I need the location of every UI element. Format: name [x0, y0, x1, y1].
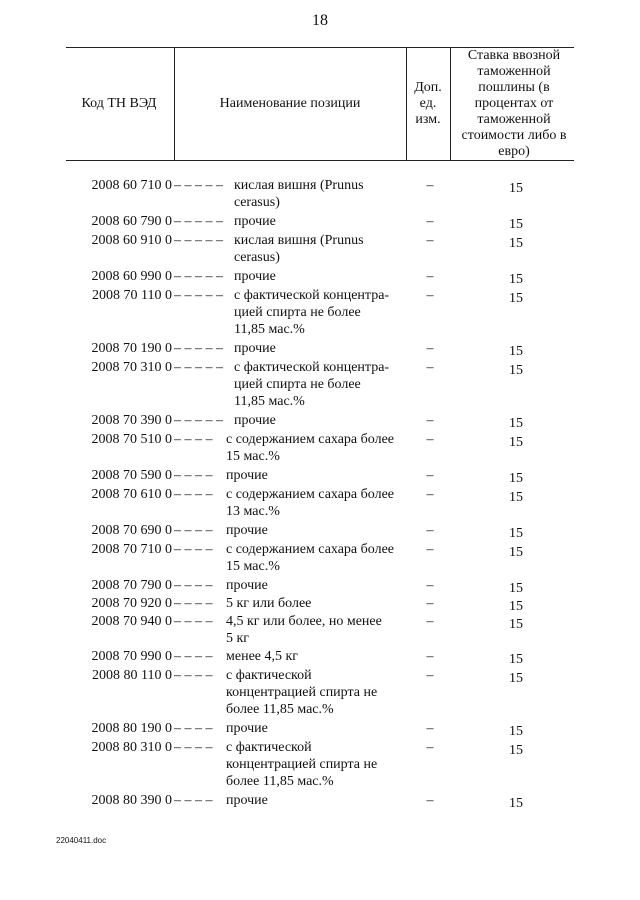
row-code: 2008 70 110 0 [92, 288, 172, 303]
row-description-line: 11,85 мас.% [234, 322, 305, 337]
header-code: Код ТН ВЭД [81, 96, 157, 111]
header-name: Наименование позиции [219, 96, 361, 111]
row-unit: – [426, 432, 434, 447]
table-row [66, 287, 574, 338]
row-description-line: менее 4,5 кг [226, 649, 299, 664]
row-unit: – [426, 614, 434, 629]
table-row [66, 177, 574, 211]
row-unit: – [426, 740, 434, 755]
row-rate: 15 [509, 416, 523, 431]
tariff-table [66, 47, 574, 809]
row-unit: – [426, 468, 434, 483]
row-level-dashes: – – – – [174, 432, 213, 447]
table-row [66, 412, 574, 429]
row-description-line: прочие [226, 793, 268, 808]
row-description-line: концентрацией спирта не [226, 757, 378, 772]
row-level-dashes: – – – – – [174, 288, 223, 303]
row-description-line: 5 кг [226, 631, 250, 646]
row-description-line: 13 мас.% [226, 504, 280, 519]
row-level-dashes: – – – – [174, 721, 213, 736]
row-rate: 15 [509, 652, 523, 667]
row-rate: 15 [509, 291, 523, 306]
row-code: 2008 70 610 0 [91, 487, 172, 502]
row-rate: 15 [509, 236, 523, 251]
row-rate: 15 [509, 435, 523, 450]
row-code: 2008 80 110 0 [92, 668, 172, 683]
row-code: 2008 70 940 0 [91, 614, 172, 629]
row-description-line: прочие [234, 269, 276, 284]
row-level-dashes: – – – – [174, 523, 213, 538]
row-rate: 15 [509, 617, 523, 632]
row-description-line: с содержанием сахара более [226, 487, 394, 502]
row-level-dashes: – – – – [174, 740, 213, 755]
row-rate: 15 [509, 181, 523, 196]
table-row [66, 541, 574, 575]
row-unit: – [426, 578, 434, 593]
row-description-line: с содержанием сахара более [226, 432, 394, 447]
row-unit: – [426, 721, 434, 736]
row-description-line: с фактической концентра- [234, 360, 390, 375]
row-code: 2008 70 390 0 [91, 413, 172, 428]
row-description-line: прочие [234, 214, 276, 229]
row-rate: 15 [509, 599, 523, 614]
row-description-line: 15 мас.% [226, 449, 280, 464]
row-code: 2008 70 590 0 [91, 468, 172, 483]
row-description-line: прочие [234, 413, 276, 428]
row-code: 2008 60 910 0 [91, 233, 172, 248]
row-unit: – [426, 668, 434, 683]
header-unit: Доп. ед. изм. [414, 80, 442, 127]
row-code: 2008 70 690 0 [91, 523, 172, 538]
table-row [66, 467, 574, 484]
table-row [66, 213, 574, 230]
row-level-dashes: – – – – – [174, 178, 223, 193]
row-unit: – [426, 793, 434, 808]
row-description-line: прочие [226, 468, 268, 483]
row-rate: 15 [509, 743, 523, 758]
row-rate: 15 [509, 471, 523, 486]
row-unit: – [426, 542, 434, 557]
table-row [66, 232, 574, 266]
header-divider [450, 48, 451, 160]
table-row [66, 739, 574, 790]
row-level-dashes: – – – – – [174, 413, 223, 428]
page-number: 18 [312, 12, 328, 29]
table-row [66, 340, 574, 357]
row-code: 2008 80 390 0 [91, 793, 172, 808]
row-description-line: 5 кг или более [226, 596, 312, 611]
row-description-line: более 11,85 мас.% [226, 774, 334, 789]
table-row [66, 431, 574, 465]
row-code: 2008 60 790 0 [91, 214, 172, 229]
row-code: 2008 70 510 0 [91, 432, 172, 447]
row-unit: – [426, 233, 434, 248]
row-rate: 15 [509, 217, 523, 232]
table-row [66, 359, 574, 410]
file-name: 22040411.doc [56, 836, 107, 845]
table-row [66, 595, 574, 612]
row-rate: 15 [509, 545, 523, 560]
row-unit: – [426, 341, 434, 356]
row-rate: 15 [509, 490, 523, 505]
row-unit: – [426, 288, 434, 303]
row-unit: – [426, 523, 434, 538]
row-level-dashes: – – – – [174, 487, 213, 502]
row-unit: – [426, 596, 434, 611]
row-level-dashes: – – – – [174, 468, 213, 483]
row-level-dashes: – – – – [174, 596, 213, 611]
row-code: 2008 60 990 0 [91, 269, 172, 284]
row-description-line: прочие [234, 341, 276, 356]
row-code: 2008 70 790 0 [91, 578, 172, 593]
row-description-line: цией спирта не более [234, 305, 361, 320]
row-code: 2008 70 990 0 [91, 649, 172, 664]
row-unit: – [426, 487, 434, 502]
row-code: 2008 60 710 0 [91, 178, 172, 193]
row-description-line: кислая вишня (Prunus [234, 178, 364, 193]
row-rate: 15 [509, 272, 523, 287]
row-rate: 15 [509, 344, 523, 359]
row-description-line: с фактической [226, 668, 312, 683]
table-row [66, 268, 574, 285]
row-code: 2008 70 920 0 [91, 596, 172, 611]
row-level-dashes: – – – – [174, 668, 213, 683]
row-description-line: с фактической [226, 740, 312, 755]
row-description-line: цией спирта не более [234, 377, 361, 392]
row-unit: – [426, 214, 434, 229]
row-description-line: прочие [226, 523, 268, 538]
table-row [66, 720, 574, 737]
row-code: 2008 70 710 0 [91, 542, 172, 557]
row-code: 2008 80 190 0 [91, 721, 172, 736]
row-level-dashes: – – – – – [174, 233, 223, 248]
row-level-dashes: – – – – [174, 614, 213, 629]
row-description-line: прочие [226, 721, 268, 736]
row-level-dashes: – – – – [174, 542, 213, 557]
table-body [66, 161, 574, 809]
row-level-dashes: – – – – – [174, 360, 223, 375]
row-level-dashes: – – – – [174, 793, 213, 808]
row-unit: – [426, 269, 434, 284]
row-description-line: кислая вишня (Prunus [234, 233, 364, 248]
row-rate: 15 [509, 581, 523, 596]
row-description-line: прочие [226, 578, 268, 593]
row-description-line: с фактической концентра- [234, 288, 390, 303]
row-rate: 15 [509, 363, 523, 378]
row-rate: 15 [509, 671, 523, 686]
row-description-line: 4,5 кг или более, но менее [226, 614, 382, 629]
table-row [66, 613, 574, 647]
table-row [66, 648, 574, 665]
row-unit: – [426, 649, 434, 664]
row-description-line: более 11,85 мас.% [226, 702, 334, 717]
table-header [66, 47, 574, 161]
row-code: 2008 70 190 0 [91, 341, 172, 356]
table-row [66, 522, 574, 539]
row-rate: 15 [509, 724, 523, 739]
row-unit: – [426, 413, 434, 428]
row-description-line: с содержанием сахара более [226, 542, 394, 557]
header-rate: Ставка ввозной таможенной пошлины (в процентах от таможенной стоимости либо в евро) [461, 48, 567, 159]
row-description-line: 11,85 мас.% [234, 394, 305, 409]
row-description-line: cerasus) [234, 195, 280, 210]
row-description-line: концентрацией спирта не [226, 685, 378, 700]
header-divider [406, 48, 407, 160]
table-row [66, 486, 574, 520]
table-row [66, 577, 574, 594]
row-unit: – [426, 178, 434, 193]
row-code: 2008 70 310 0 [91, 360, 172, 375]
row-description-line: 15 мас.% [226, 559, 280, 574]
table-row [66, 792, 574, 809]
row-level-dashes: – – – – – [174, 269, 223, 284]
row-rate: 15 [509, 526, 523, 541]
row-rate: 15 [509, 796, 523, 811]
row-level-dashes: – – – – [174, 649, 213, 664]
table-row [66, 667, 574, 718]
row-level-dashes: – – – – – [174, 214, 223, 229]
row-unit: – [426, 360, 434, 375]
row-code: 2008 80 310 0 [91, 740, 172, 755]
row-description-line: cerasus) [234, 250, 280, 265]
row-level-dashes: – – – – – [174, 341, 223, 356]
row-level-dashes: – – – – [174, 578, 213, 593]
